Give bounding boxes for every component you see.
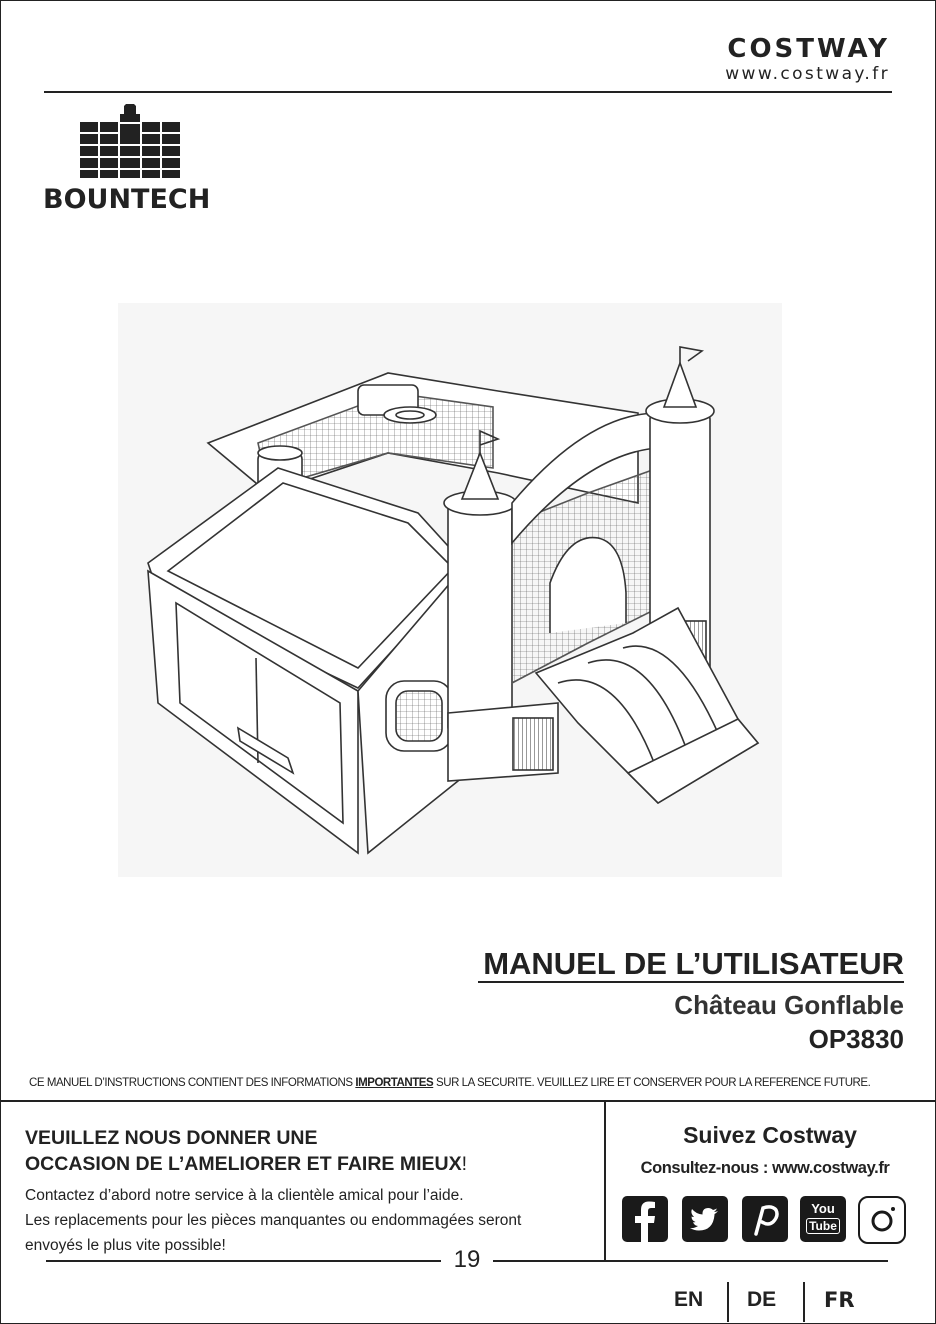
language-de[interactable]: DE [747,1288,777,1311]
feedback-line3: envoyés le plus vite possible! [25,1237,226,1254]
language-divider [727,1282,729,1322]
manual-title: MANUEL DE L’UTILISATEUR [483,946,904,981]
feedback-heading-line1: VEUILLEZ NOUS DONNER UNE [25,1127,318,1149]
footer-divider [0,1100,936,1102]
safety-notice [29,1077,870,1089]
product-name: Château Gonflable [674,990,904,1020]
feedback-heading-exclamation: ! [461,1153,468,1175]
costway-brand: COSTWAY [727,34,890,64]
header-divider [44,91,892,93]
castle-logo-icon [80,104,184,180]
follow-title: Suivez Costway [683,1122,857,1148]
pinterest-icon[interactable] [742,1196,788,1242]
language-divider [803,1282,805,1322]
bounce-castle-drawing [118,303,782,877]
bountech-wordmark: BOUNTECH [43,184,211,215]
page-number-line-left [46,1260,441,1262]
page-number: 19 [453,1246,481,1273]
youtube-label-top: You [811,1201,835,1216]
notice-text-before: CE MANUEL D’INSTRUCTIONS CONTIENT DES INFORMATIONS [29,1077,356,1089]
costway-logo [725,36,890,84]
language-fr[interactable]: FR [824,1288,855,1312]
feedback-line1: Contactez d’abord notre service à la clientèle amical pour l’aide. [25,1187,464,1204]
title-block [483,945,904,983]
feedback-heading-line2 [25,1151,595,1177]
feedback-section [25,1125,595,1258]
product-model: OP3830 [808,1024,904,1054]
twitter-icon[interactable] [682,1196,728,1242]
costway-website[interactable]: www.costway.fr [725,64,890,84]
bountech-logo [40,104,230,214]
facebook-icon[interactable] [622,1196,668,1242]
feedback-heading-line2-text: OCCASION DE L’AMELIORER ET FAIRE MIEUX [25,1153,462,1175]
follow-section [606,1122,924,1178]
youtube-label-bottom: Tube [806,1218,840,1234]
youtube-icon[interactable] [800,1196,846,1242]
social-icons [622,1196,912,1246]
notice-emphasis: IMPORTANTES [355,1077,434,1089]
title-underline [478,981,904,983]
instagram-icon[interactable] [858,1196,906,1244]
notice-text-after: SUR LA SECURITE. VEUILLEZ LIRE ET CONSERVER POUR LA REFERENCE FUTURE. [433,1077,871,1089]
follow-subtitle[interactable]: Consultez-nous : www.costway.fr [640,1159,890,1177]
language-en[interactable]: EN [674,1288,704,1311]
page-number-line-right [493,1260,888,1262]
castle-illustration [118,303,782,877]
feedback-line2: Les replacements pour les pièces manquantes ou endommagées seront [25,1212,522,1229]
